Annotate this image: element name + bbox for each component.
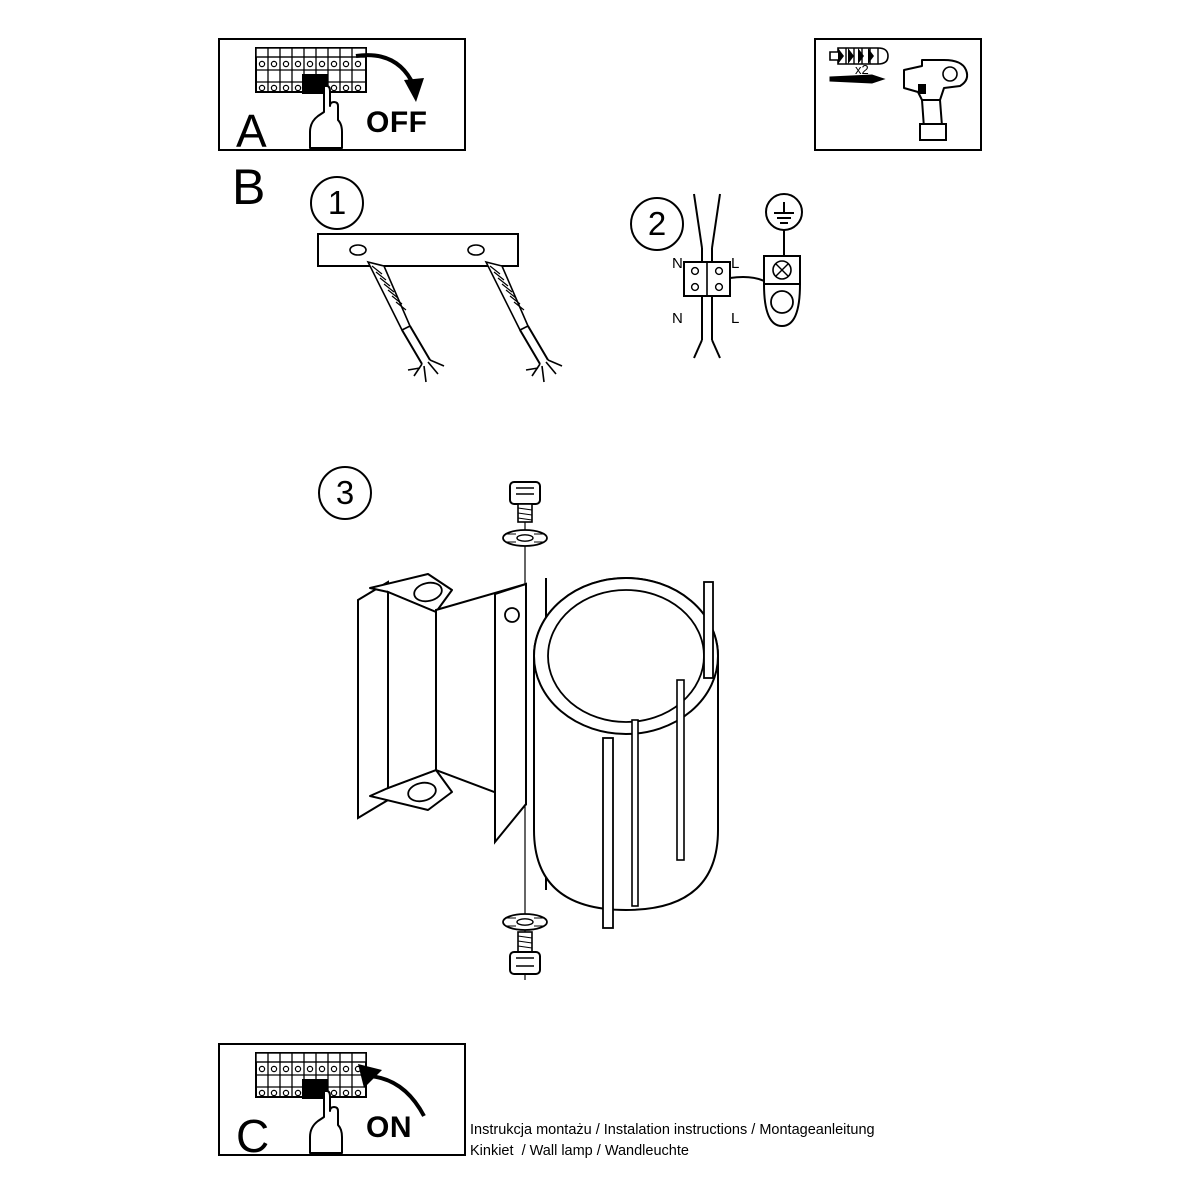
- terminal-label-n-bottom: N: [672, 310, 683, 327]
- wall-lamp-assembly-diagram: [340, 470, 870, 1000]
- wiring-diagram: [672, 190, 832, 360]
- hand-pointing-icon: [302, 82, 358, 152]
- terminal-label-l-bottom: L: [731, 310, 740, 327]
- footer-subtitle: Kinkiet / Wall lamp / Wandleuchte: [470, 1143, 689, 1159]
- mounting-plate-diagram: [310, 230, 570, 410]
- panel-c-letter: C: [236, 1110, 270, 1162]
- footer-title: Instrukcja montażu / Instalation instructions / Montageanleitung: [470, 1122, 875, 1138]
- step-1-badge: 1: [310, 176, 364, 230]
- tools-quantity-label: x2: [855, 62, 869, 77]
- curved-arrow-down-icon: [352, 46, 432, 110]
- step-2-badge: 2: [630, 197, 684, 251]
- power-drill-icon: [900, 48, 978, 144]
- panel-c-action-label: ON: [366, 1111, 412, 1144]
- panel-a-letter: A: [236, 105, 267, 157]
- hand-pointing-icon: [302, 1087, 358, 1157]
- terminal-label-n-top: N: [672, 255, 683, 272]
- curved-arrow-up-icon: [352, 1062, 432, 1126]
- terminal-label-l-top: L: [731, 255, 740, 272]
- section-b-letter: B: [232, 159, 266, 215]
- panel-a-action-label: OFF: [366, 106, 428, 139]
- step-3-badge: 3: [318, 466, 372, 520]
